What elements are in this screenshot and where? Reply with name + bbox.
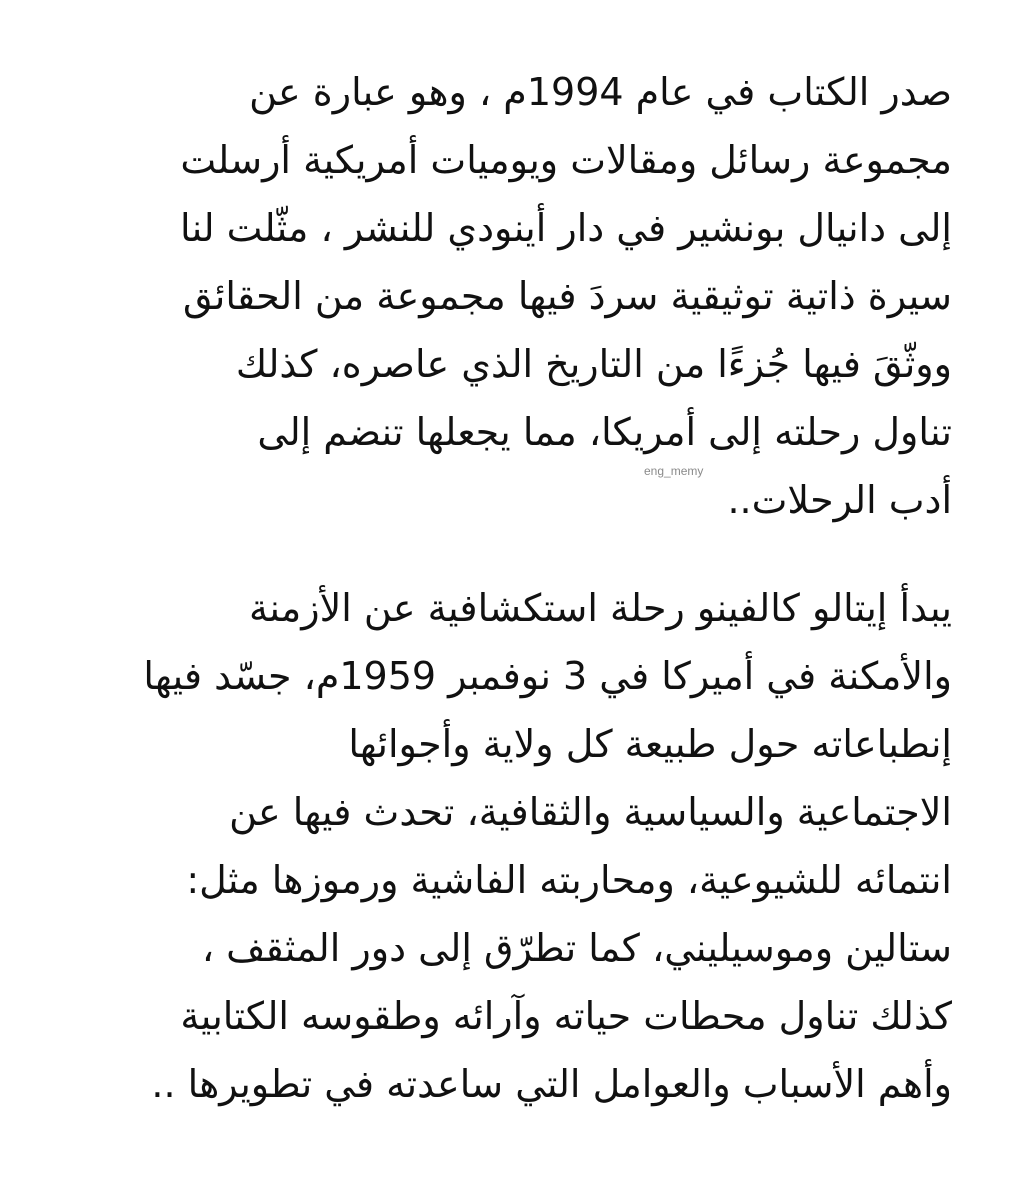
text-line: الاجتماعية والسياسية والثقافية، تحدث فيها عن — [229, 790, 952, 834]
text-line: انتمائه للشيوعية، ومحاربته الفاشية ورموزها مثل: — [186, 858, 952, 902]
text-line: تناول رحلته إلى أمريكا، مما يجعلها تنضم إلى — [257, 410, 952, 454]
text-line: والأمكنة في أميركا في 3 نوفمبر 1959م، جسّد فيها — [143, 654, 952, 698]
watermark-username: eng_memy — [644, 464, 704, 478]
text-line: وأهم الأسباب والعوامل التي ساعدته في تطويرها .. — [151, 1062, 952, 1106]
text-line: ووثّقَ فيها جُزءًا من التاريخ الذي عاصره، كذلك — [235, 342, 952, 386]
text-line: كذلك تناول محطات حياته وآرائه وطقوسه الكتابية — [180, 994, 952, 1038]
text-line: يبدأ إيتالو كالفينو رحلة استكشافية عن الأزمنة — [249, 586, 952, 630]
text-line: مجموعة رسائل ومقالات ويوميات أمريكية أرسلت — [180, 138, 952, 182]
text-line: ستالين وموسيليني، كما تطرّق إلى دور المثقف ، — [201, 926, 952, 970]
text-line: أدب الرحلات.. — [727, 478, 952, 522]
text-line: سيرة ذاتية توثيقية سردَ فيها مجموعة من الحقائق — [183, 274, 952, 318]
paragraph-book-intro — [52, 58, 952, 534]
text-line: صدر الكتاب في عام 1994م ، وهو عبارة عن — [249, 70, 952, 114]
paragraph-journey-summary — [52, 574, 952, 1118]
text-line: إنطباعاته حول طبيعة كل ولاية وأجوائها — [348, 722, 952, 766]
text-line: إلى دانيال بونشير في دار أينودي للنشر ، مثّلت لنا — [179, 206, 952, 250]
